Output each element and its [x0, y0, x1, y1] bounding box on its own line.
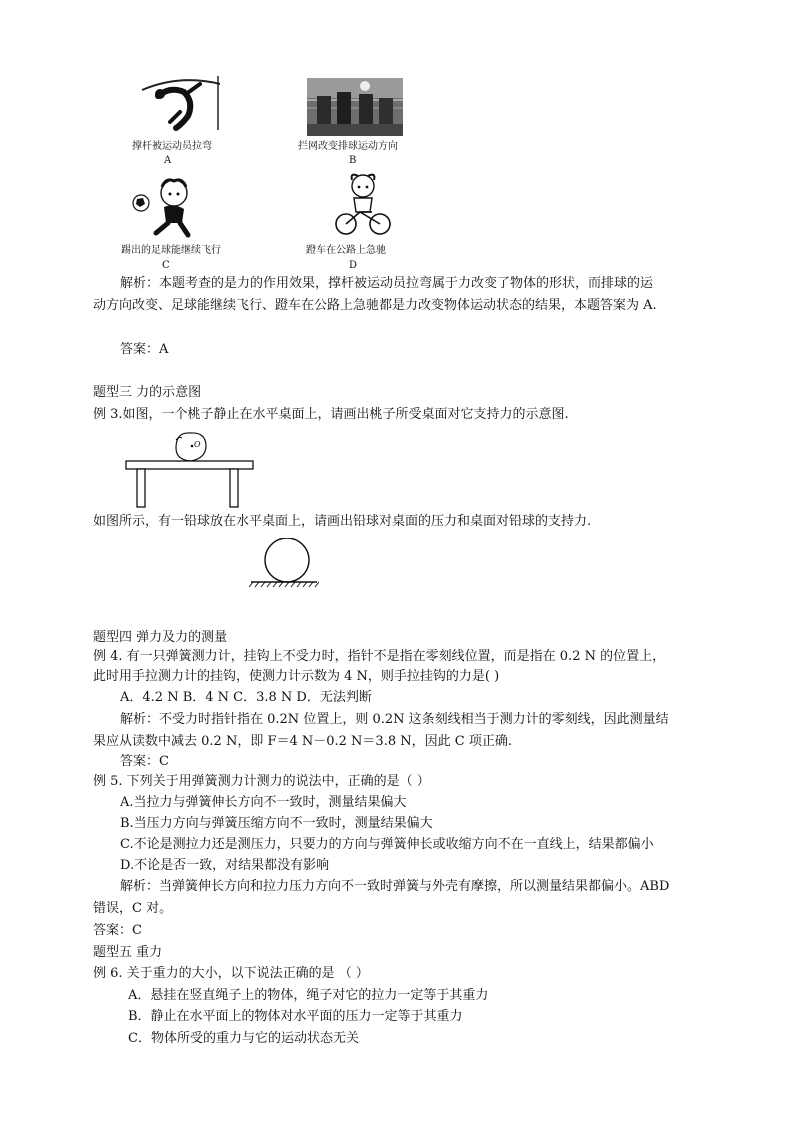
- figure-d-letter: D: [349, 260, 358, 271]
- ex6-option-c: C．物体所受的重力与它的运动状态无关: [128, 1031, 359, 1046]
- ex2-answer: 答案：A: [120, 342, 169, 357]
- section-4-heading: 题型四 弹力及力的测量: [93, 630, 228, 645]
- figure-c-kicking-football: [130, 177, 202, 239]
- figure-d-caption: 蹬车在公路上急驰: [306, 245, 386, 256]
- section-3-heading: 题型三 力的示意图: [93, 385, 202, 400]
- figure-a-pole-vault: [140, 72, 225, 134]
- figure-b-volleyball-photo: [307, 78, 403, 136]
- ex5-question: 例 5. 下列关于用弹簧测力计测力的说法中，正确的是（ ）: [93, 774, 430, 789]
- figure-b-letter: B: [349, 155, 357, 166]
- ex5-option-a: A.当拉力与弹簧伸长方向不一致时，测量结果偏大: [120, 795, 407, 810]
- ex5-option-d: D.不论是否一致，对结果都没有影响: [120, 858, 330, 873]
- ex4-answer: 答案：C: [120, 754, 169, 769]
- figure-ball-on-ground: [249, 538, 319, 588]
- ex2-analysis-line-2: 动方向改变、足球能继续飞行、蹬车在公路上急驰都是力改变物体运动状态的结果，本题答案为 A.: [93, 298, 657, 313]
- ex5-option-c: C.不论是测拉力还是测压力，只要力的方向与弹簧伸长或收缩方向不在一直线上，结果都偏小: [120, 837, 654, 852]
- ex5-answer: 答案：C: [93, 923, 142, 938]
- ex5-option-b: B.当压力方向与弹簧压缩方向不一致时，测量结果偏大: [120, 816, 433, 831]
- figure-c-caption: 踢出的足球能继续飞行: [121, 245, 221, 256]
- figure-c-letter: C: [162, 260, 170, 271]
- figure-peach-on-table: [124, 428, 256, 510]
- ex2-analysis-line-1: 解析：本题考查的是力的作用效果，撑杆被运动员拉弯属于力改变了物体的形状，而排球的运: [120, 276, 654, 291]
- shot-put-question: 如图所示，有一铅球放在水平桌面上，请画出铅球对桌面的压力和桌面对铅球的支持力.: [93, 514, 592, 529]
- ex6-question: 例 6. 关于重力的大小，以下说法正确的是 （ ）: [93, 966, 369, 981]
- ex5-analysis-line-1: 解析：当弹簧伸长方向和拉力压力方向不一致时弹簧与外壳有摩擦，所以测量结果都偏小。ABD: [120, 879, 670, 894]
- figure-a-letter: A: [164, 155, 172, 166]
- ex4-options: A．4.2 N B．4 N C．3.8 N D．无法判断: [120, 690, 372, 705]
- peach-center-label: O: [194, 440, 201, 449]
- section-5-heading: 题型五 重力: [93, 945, 163, 960]
- ex3-question: 例 3.如图，一个桃子静止在水平桌面上，请画出桃子所受桌面对它支持力的示意图.: [93, 407, 569, 422]
- ex4-analysis-line-1: 解析：不受力时指针指在 0.2N 位置上，则 0.2N 这条刻线相当于测力计的零刻线，因此测量结: [120, 712, 669, 727]
- ex4-question-line-2: 此时用手拉测力计的挂钩，使测力计示数为 4 N，则手拉挂钩的力是( ): [93, 669, 500, 684]
- ex6-option-a: A．悬挂在竖直绳子上的物体，绳子对它的拉力一定等于其重力: [128, 988, 489, 1003]
- ex6-option-b: B．静止在水平面上的物体对水平面的压力一定等于其重力: [128, 1009, 463, 1024]
- figure-d-cycling: [332, 172, 394, 238]
- ex5-analysis-line-2: 错误，C 对。: [93, 901, 173, 916]
- figure-a-caption: 撑杆被运动员拉弯: [132, 141, 212, 152]
- figure-b-caption: 拦网改变排球运动方向: [298, 141, 398, 152]
- ex4-analysis-line-2: 果应从读数中减去 0.2 N，即 F＝4 N－0.2 N＝3.8 N，因此 C 项正确.: [93, 734, 512, 749]
- ex4-question-line-1: 例 4. 有一只弹簧测力计，挂钩上不受力时，指针不是指在零刻线位置，而是指在 0.2 N 的位置上，: [93, 649, 666, 664]
